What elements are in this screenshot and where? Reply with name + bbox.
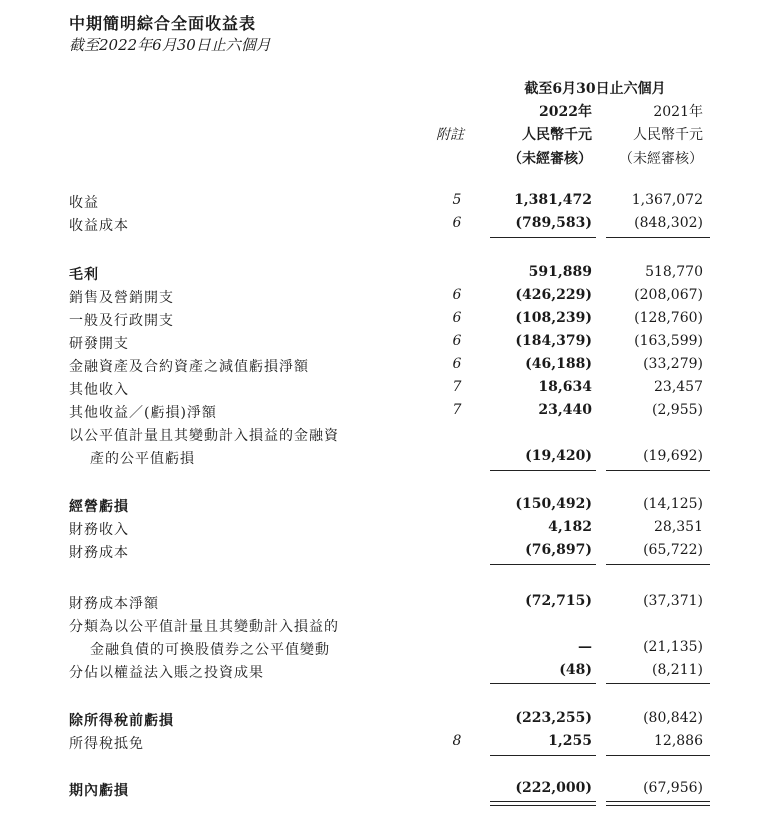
row-label: 期內虧損 [69, 783, 129, 799]
row-label: 研發開支 [69, 336, 129, 352]
value-2022: (222,000) [515, 780, 592, 796]
value-2021: (14,125) [643, 496, 703, 512]
value-2021: (67,956) [643, 780, 703, 796]
value-2021: (163,599) [634, 333, 703, 349]
total-double-rule [606, 805, 710, 806]
row-note: 6 [452, 333, 462, 349]
value-2022: (19,420) [525, 448, 592, 464]
row-label: 其他收益／(虧損)淨額 [69, 405, 217, 421]
statement-title: 中期簡明綜合全面收益表 [69, 14, 257, 33]
row-label: 經營虧損 [69, 499, 129, 515]
subtotal-rule [490, 470, 596, 471]
value-2022: (223,255) [515, 710, 592, 726]
row-note: 6 [452, 215, 462, 231]
value-2021: (208,067) [634, 287, 703, 303]
row-label: 分佔以權益法入賬之投資成果 [69, 665, 264, 681]
row-convertible-bonds [0, 637, 783, 659]
row-label: 以公平值計量且其變動計入損益的金融資 [69, 428, 339, 444]
row-note: 5 [452, 192, 462, 208]
value-2021: (37,371) [643, 593, 703, 609]
currency-2021-header: 人民幣千元 [633, 127, 703, 143]
value-2021: (65,722) [643, 542, 703, 558]
currency-2022-header: 人民幣千元 [522, 127, 592, 143]
value-2021: (2,955) [651, 402, 703, 418]
subtotal-rule [606, 683, 710, 684]
row-note: 6 [452, 310, 462, 326]
value-2022: 591,889 [528, 264, 592, 280]
row-loss-before-tax [0, 708, 783, 730]
row-admin-expenses [0, 308, 783, 330]
audit-2022-header: （未經審核） [508, 151, 592, 167]
statement-subtitle: 截至2022年6月30日止六個月 [69, 36, 271, 54]
row-label: 一般及行政開支 [69, 313, 174, 329]
total-double-rule [490, 801, 596, 802]
value-2022: 1,255 [548, 733, 592, 749]
value-2022: (48) [559, 662, 592, 678]
value-2021: 28,351 [654, 519, 703, 535]
row-label: 金融資產及合約資產之減值虧損淨額 [69, 359, 309, 375]
value-2021: 518,770 [645, 264, 703, 280]
row-finance-costs [0, 540, 783, 562]
value-2021: 23,457 [654, 379, 703, 395]
value-2021: (21,135) [643, 639, 703, 655]
total-double-rule [490, 805, 596, 806]
row-label: 銷售及營銷開支 [69, 290, 174, 306]
total-double-rule [606, 801, 710, 802]
year-2022-header: 2022年 [539, 104, 592, 120]
value-2022: 18,634 [538, 379, 592, 395]
row-label: 除所得稅前虧損 [69, 713, 174, 729]
row-fvtpl-loss [0, 446, 783, 468]
row-note: 8 [452, 733, 462, 749]
row-label: 財務收入 [69, 522, 129, 538]
value-2021: (128,760) [634, 310, 703, 326]
value-2022: (76,897) [525, 542, 592, 558]
value-2021: 1,367,072 [631, 192, 703, 208]
subtotal-rule [606, 470, 710, 471]
value-2021: (33,279) [643, 356, 703, 372]
value-2021: (8,211) [651, 662, 703, 678]
row-share-of-results [0, 660, 783, 682]
row-label: 毛利 [69, 267, 99, 283]
value-2022: 4,182 [548, 519, 592, 535]
row-loss-for-period [0, 778, 783, 800]
value-2021: (19,692) [643, 448, 703, 464]
subtotal-rule [490, 564, 596, 565]
row-note: 6 [452, 287, 462, 303]
row-net-finance-costs [0, 591, 783, 613]
value-2022: (72,715) [525, 593, 592, 609]
value-2022: (108,239) [515, 310, 592, 326]
row-impairment-losses [0, 354, 783, 376]
subtotal-rule [606, 237, 710, 238]
row-label: 收益成本 [69, 218, 129, 234]
row-fvtpl-loss-line1 [0, 423, 783, 445]
row-selling-expenses [0, 285, 783, 307]
row-operating-loss [0, 494, 783, 516]
value-2022: — [578, 639, 592, 655]
value-2022: (46,188) [525, 356, 592, 372]
row-other-income [0, 377, 783, 399]
row-cost-of-revenue [0, 213, 783, 235]
row-revenue [0, 190, 783, 212]
row-label: 財務成本淨額 [69, 596, 159, 612]
year-2021-header: 2021年 [653, 104, 703, 120]
note-column-header: 附註 [436, 127, 464, 143]
value-2021: (848,302) [634, 215, 703, 231]
row-finance-income [0, 517, 783, 539]
audit-2021-header: （未經審核） [619, 151, 703, 167]
value-2021: (80,842) [643, 710, 703, 726]
value-2022: (426,229) [515, 287, 592, 303]
row-convertible-bonds-line1 [0, 614, 783, 636]
subtotal-rule [606, 564, 710, 565]
row-note: 7 [452, 379, 462, 395]
value-2022: (789,583) [515, 215, 592, 231]
subtotal-rule [490, 237, 596, 238]
subtotal-rule [490, 755, 596, 756]
row-label: 財務成本 [69, 545, 129, 561]
value-2022: 1,381,472 [514, 192, 592, 208]
row-rnd-expenses [0, 331, 783, 353]
subtotal-rule [490, 683, 596, 684]
row-income-tax-credit [0, 731, 783, 753]
row-label: 所得稅抵免 [69, 736, 144, 752]
row-label: 收益 [69, 195, 99, 211]
value-2022: (150,492) [515, 496, 592, 512]
row-note: 7 [452, 402, 462, 418]
period-header: 截至6月30日止六個月 [524, 81, 666, 97]
subtotal-rule [606, 755, 710, 756]
value-2021: 12,886 [654, 733, 703, 749]
row-label: 分類為以公平值計量且其變動計入損益的 [69, 619, 339, 635]
row-gross-profit [0, 262, 783, 284]
value-2022: 23,440 [538, 402, 592, 418]
row-label: 產的公平值虧損 [90, 451, 195, 467]
row-label: 其他收入 [69, 382, 129, 398]
row-other-gains-losses [0, 400, 783, 422]
value-2022: (184,379) [515, 333, 592, 349]
row-label: 金融負債的可換股債券之公平值變動 [90, 642, 330, 658]
row-note: 6 [452, 356, 462, 372]
